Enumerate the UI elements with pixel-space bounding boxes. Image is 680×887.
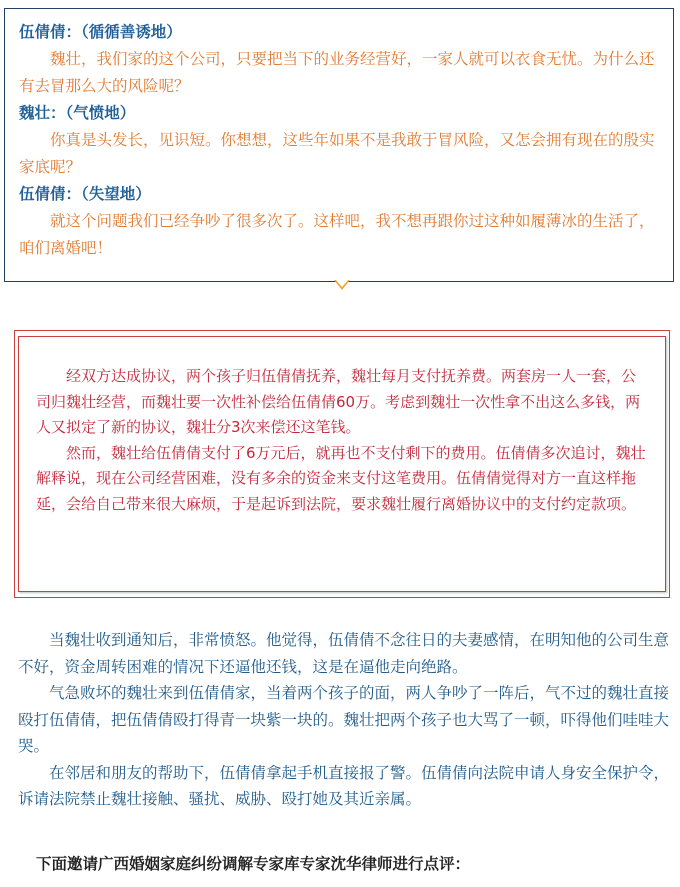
dialogue-box <box>4 8 674 282</box>
speech-pointer-fill <box>336 280 348 287</box>
narrative-paragraph: 气急败坏的魏壮来到伍倩倩家，当着两个孩子的面，两人争吵了一阵后，气不过的魏壮直接殴打伍倩倩，把伍倩倩殴打得青一块紫一块的。魏壮把两个孩子也大骂了一顿，吓得他们哇哇大哭。 <box>18 684 670 755</box>
dialogue-content <box>5 9 673 262</box>
dialogue-line: 你真是头发长，见识短。你想想，这些年如果不是我敢于冒风险，又怎会拥有现在的殷实家底呢？ <box>19 131 655 176</box>
case-paragraph: 然而，魏壮给伍倩倩支付了6万元后，就再也不支付剩下的费用。伍倩倩多次追讨，魏壮解释说，现在公司经营困难，没有多余的资金来支付这笔费用。伍倩倩觉得对方一直这样拖延，会给自己带来很大麻烦，于是起诉到法院，要求魏壮履行离婚协议中的支付约定款项。 <box>36 443 646 513</box>
expert-comment-intro: 下面邀请广西婚姻家庭纠纷调解专家库专家沈华律师进行点评： <box>36 855 471 873</box>
case-summary <box>36 364 646 517</box>
dialogue-line: 就这个问题我们已经争吵了很多次了。这样吧，我不想再跟你过这种如履薄冰的生活了，咱们离婚吧！ <box>19 212 655 257</box>
dialogue-speaker: 伍倩倩：（循循善诱地） <box>19 23 182 41</box>
case-paragraph: 经双方达成协议，两个孩子归伍倩倩抚养，魏壮每月支付抚养费。两套房一人一套，公司归魏壮经营，而魏壮要一次性补偿给伍倩倩60万。考虑到魏壮一次性拿不出这么多钱，两人又拟定了新的协议，魏壮分3次来偿还这笔钱。 <box>36 367 641 436</box>
narrative-section <box>18 627 676 813</box>
dialogue-speaker: 伍倩倩：（失望地） <box>19 185 151 203</box>
dialogue-line: 魏壮，我们家的这个公司，只要把当下的业务经营好，一家人就可以衣食无忧。为什么还有去冒那么大的风险呢？ <box>19 50 655 95</box>
dialogue-speaker: 魏壮：（气愤地） <box>19 104 136 122</box>
narrative-paragraph: 在邻居和朋友的帮助下，伍倩倩拿起手机直接报了警。伍倩倩向法院申请人身安全保护令，诉请法院禁止魏壮接触、骚扰、威胁、殴打她及其近亲属。 <box>18 763 670 808</box>
narrative-paragraph: 当魏壮收到通知后，非常愤怒。他觉得，伍倩倩不念往日的夫妻感情，在明知他的公司生意不好，资金周转困难的情况下还逼他还钱，这是在逼他走向绝路。 <box>18 631 670 676</box>
